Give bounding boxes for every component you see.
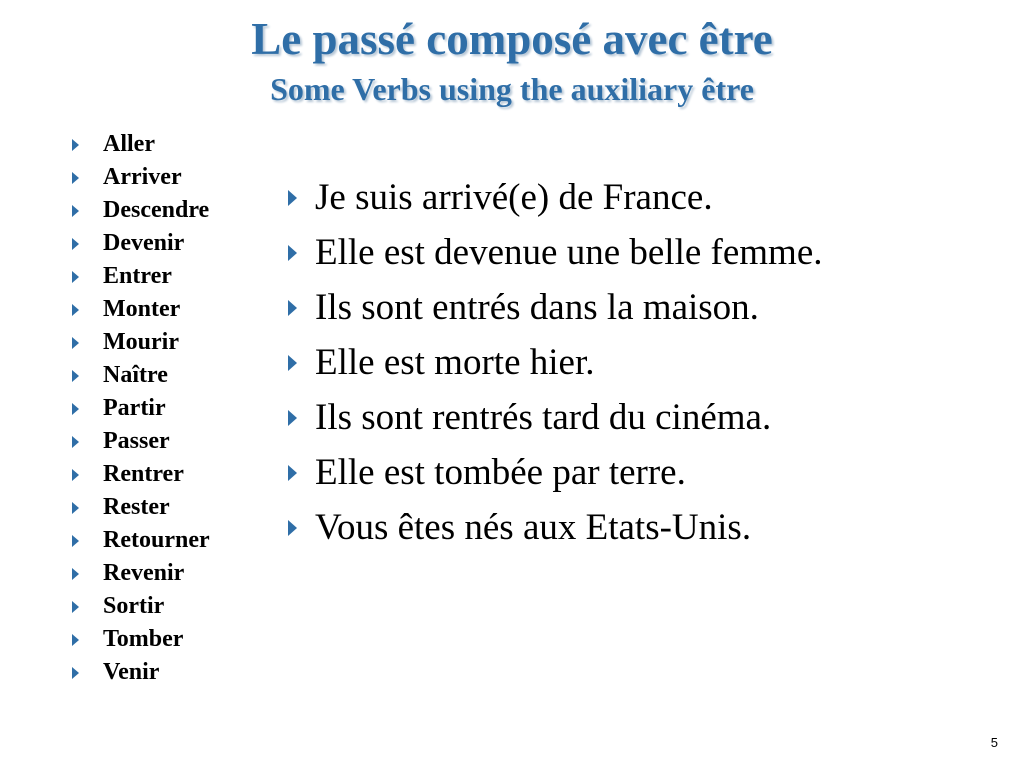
triangle-bullet-icon [72, 337, 79, 349]
example-sentence-text: Elle est morte hier. [315, 342, 595, 383]
verb-label: Retourner [103, 527, 210, 553]
triangle-bullet-icon [288, 410, 297, 426]
triangle-bullet-icon [72, 634, 79, 646]
example-sentence-item [288, 280, 823, 335]
triangle-bullet-icon [288, 520, 297, 536]
verb-list-item [72, 194, 210, 227]
verb-label: Arriver [103, 164, 182, 190]
triangle-bullet-icon [72, 403, 79, 415]
verb-label: Passer [103, 428, 170, 454]
verb-list-item [72, 128, 210, 161]
triangle-bullet-icon [72, 172, 79, 184]
triangle-bullet-icon [72, 601, 79, 613]
verb-label: Rester [103, 494, 170, 520]
verb-list-item [72, 392, 210, 425]
title-block [0, 14, 1024, 108]
triangle-bullet-icon [288, 245, 297, 261]
example-sentence-text: Ils sont entrés dans la maison. [315, 287, 759, 328]
verb-list [72, 128, 210, 689]
triangle-bullet-icon [72, 667, 79, 679]
triangle-bullet-icon [72, 238, 79, 250]
verb-label: Tomber [103, 626, 184, 652]
triangle-bullet-icon [72, 535, 79, 547]
verb-list-item [72, 326, 210, 359]
verb-list-item [72, 359, 210, 392]
verb-list-item [72, 590, 210, 623]
example-sentence-item [288, 335, 823, 390]
triangle-bullet-icon [72, 271, 79, 283]
verb-label: Entrer [103, 263, 172, 289]
verb-label: Venir [103, 659, 160, 685]
triangle-bullet-icon [72, 205, 79, 217]
triangle-bullet-icon [72, 370, 79, 382]
triangle-bullet-icon [72, 436, 79, 448]
triangle-bullet-icon [288, 300, 297, 316]
verb-label: Partir [103, 395, 166, 421]
verb-list-item [72, 227, 210, 260]
example-sentence-item [288, 445, 823, 500]
example-sentence-text: Je suis arrivé(e) de France. [315, 177, 713, 218]
verb-list-item [72, 458, 210, 491]
triangle-bullet-icon [72, 568, 79, 580]
verb-label: Naître [103, 362, 168, 388]
triangle-bullet-icon [72, 469, 79, 481]
triangle-bullet-icon [72, 502, 79, 514]
page-number: 5 [990, 735, 998, 750]
example-sentence-item [288, 170, 823, 225]
verb-label: Monter [103, 296, 181, 322]
example-sentence-text: Elle est devenue une belle femme. [315, 232, 823, 273]
triangle-bullet-icon [288, 465, 297, 481]
triangle-bullet-icon [72, 139, 79, 151]
slide-title: Le passé composé avec être [251, 14, 773, 64]
triangle-bullet-icon [288, 190, 297, 206]
verb-label: Descendre [103, 197, 210, 223]
verb-label: Sortir [103, 593, 165, 619]
verb-list-item [72, 293, 210, 326]
triangle-bullet-icon [72, 304, 79, 316]
verb-label: Devenir [103, 230, 185, 256]
example-sentence-item [288, 500, 823, 555]
verb-list-item [72, 491, 210, 524]
verb-list-item [72, 425, 210, 458]
verb-label: Mourir [103, 329, 179, 355]
example-sentence-list [288, 170, 823, 555]
example-sentence-text: Elle est tombée par terre. [315, 452, 686, 493]
example-sentence-text: Ils sont rentrés tard du cinéma. [315, 397, 772, 438]
verb-list-item [72, 161, 210, 194]
triangle-bullet-icon [288, 355, 297, 371]
verb-list-item [72, 260, 210, 293]
example-sentence-item [288, 225, 823, 280]
verb-label: Aller [103, 131, 155, 157]
verb-list-item [72, 656, 210, 689]
verb-label: Rentrer [103, 461, 184, 487]
example-sentence-text: Vous êtes nés aux Etats-Unis. [315, 507, 752, 548]
verb-list-item [72, 623, 210, 656]
example-sentence-item [288, 390, 823, 445]
verb-list-item [72, 524, 210, 557]
slide-subtitle: Some Verbs using the auxiliary être [270, 71, 754, 107]
verb-label: Revenir [103, 560, 185, 586]
verb-list-item [72, 557, 210, 590]
